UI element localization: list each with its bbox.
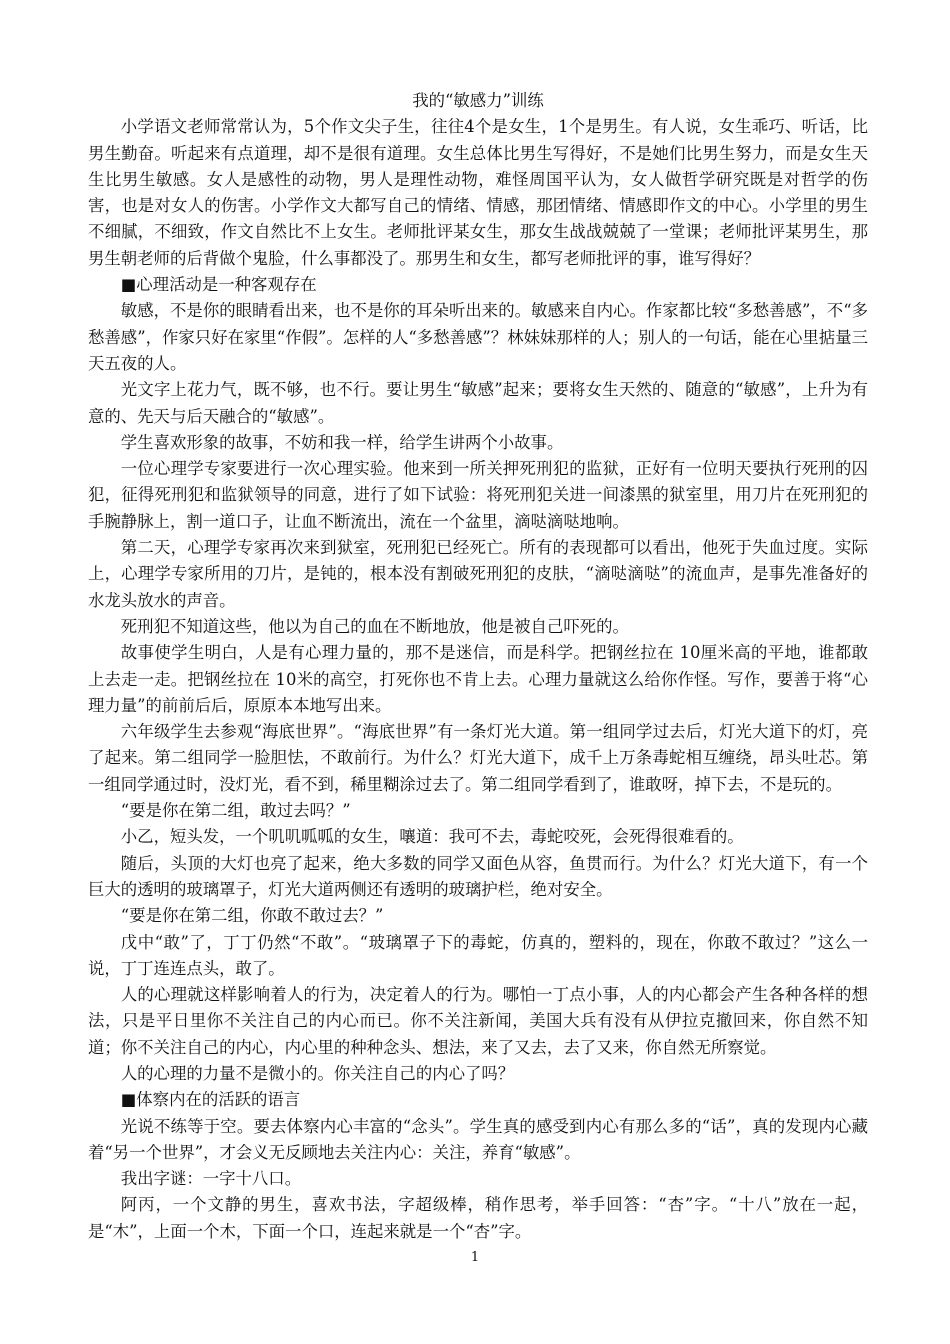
paragraph-6: 第二天，心理学专家再次来到狱室，死刑犯已经死亡。所有的表现都可以看出，他死于失血过度。实际上，心理学专家所用的刀片，是钝的，根本没有割破死刑犯的皮肤，“滴哒滴哒”的流血声，是事先准备好的水龙头放水的声音。: [88, 538, 868, 610]
paragraph-2: 敏感，不是你的眼睛看出来，也不是你的耳朵听出来的。敏感来自内心。作家都比较“多愁善感”，不“多愁善感”，作家只好在家里“作假”。怎样的人“多愁善感”？林妹妹那样的人；别人的一句话，能在心里掂量三天五夜的人。: [88, 301, 868, 373]
paragraph-8: 故事使学生明白，人是有心理力量的，那不是迷信，而是科学。把钢丝拉在 10厘米高的平地，谁都敢上去走一走。把钢丝拉在 10米的高空，打死你也不肯上去。心理力量就这么给你作怪。写作，要善于将“心理力量”的前前后后，原原本本地写出来。: [88, 643, 868, 715]
paragraph-9: 六年级学生去参观“海底世界”。“海底世界”有一条灯光大道。第一组同学过去后，灯光大道下的灯，亮了起来。第二组同学一脸胆怯，不敢前行。为什么？灯光大道下，成千上万条毒蛇相互缠绕，昂头吐芯。第一组同学通过时，没灯光，看不到，稀里糊涂过去了。第二组同学看到了，谁敢呀，掉下去，不是玩的。: [88, 722, 868, 794]
paragraph-5: 一位心理学专家要进行一次心理实验。他来到一所关押死刑犯的监狱，正好有一位明天要执行死刑的囚犯，征得死刑犯和监狱领导的同意，进行了如下试验：将死刑犯关进一间漆黑的狱室里，用刀片在死刑犯的手腕静脉上，割一道口子，让血不断流出，流在一个盆里，滴哒滴哒地响。: [88, 459, 868, 531]
document-title: 我的“敏感力”训练: [412, 91, 544, 110]
paragraph-1: 小学语文老师常常认为，5个作文尖子生，往往4个是女生，1个是男生。有人说，女生乖巧、听话，比男生勤奋。听起来有点道理，却不是很有道理。女生总体比男生写得好，不是她们比男生努力，而是女生天生比男生敏感。女人是感性的动物，男人是理性动物，难怪周国平认为，女人做哲学研究既是对哲学的伤害，也是对女人的伤害。小学作文大都写自己的情绪、情感，那团情绪、情感即作文的中心。小学里的男生不细腻，不细致，作文自然比不上女生。老师批评某女生，那女生战战兢兢了一堂课；老师批评某男生，那男生朝老师的后背做个鬼脸，什么事都没了。那男生和女生，都写老师批评的事，谁写得好？: [88, 117, 868, 268]
document-page: [88, 88, 868, 1245]
paragraph-18: 我出字谜：一字十八口。: [120, 1169, 302, 1189]
paragraph-13: “要是你在第二组，你敢不敢过去？”: [120, 906, 384, 926]
paragraph-17: 光说不练等于空。要去体察内心丰富的“念头”。学生真的感受到内心有那么多的“话”，真的发现内心藏着“另一个世界”，才会义无反顾地去关注内心：关注，养育“敏感”。: [88, 1116, 868, 1162]
paragraph-3: 光文字上花力气，既不够，也不行。要让男生“敏感”起来；要将女生天然的、随意的“敏感”，上升为有意的、先天与后天融合的“敏感”。: [88, 380, 868, 426]
paragraph-15: 人的心理就这样影响着人的行为，决定着人的行为。哪怕一丁点小事，人的内心都会产生各种各样的想法，只是平日里你不关注自己的内心而已。你不关注新闻，美国大兵有没有从伊拉克撤回来，你自然不知道；你不关注自己的内心，内心里的种种念头、想法，来了又去，去了又来，你自然无所察觉。: [88, 985, 868, 1057]
paragraph-4: 学生喜欢形象的故事，不妨和我一样，给学生讲两个小故事。: [120, 432, 564, 452]
paragraph-12: 随后，头顶的大灯也亮了起来，绝大多数的同学又面色从容，鱼贯而行。为什么？灯光大道下，有一个巨大的透明的玻璃罩子，灯光大道两侧还有透明的玻璃护栏，绝对安全。: [88, 853, 868, 899]
page-number: 1: [470, 1250, 480, 1265]
paragraph-10: “要是你在第二组，敢过去吗？”: [120, 801, 351, 821]
paragraph-19: 阿丙，一个文静的男生，喜欢书法，字超级棒，稍作思考，举手回答：“杏”字。“十八”放在一起，是“木”，上面一个木，下面一个口，连起来就是一个“杏”字。: [88, 1195, 868, 1241]
paragraph-16: 人的心理的力量不是微小的。你关注自己的内心了吗？: [120, 1063, 515, 1083]
paragraph-14: 戊中“敢”了，丁丁仍然“不敢”。“玻璃罩子下的毒蛇，仿真的，塑料的，现在，你敢不敢过？”这么一说，丁丁连连点头，敢了。: [88, 932, 868, 978]
section-heading-inner-language: ■体察内在的活跃的语言: [120, 1090, 301, 1110]
paragraph-11: 小乙，短头发，一个叽叽呱呱的女生，嚷道：我可不去，毒蛇咬死，会死得很难看的。: [120, 827, 744, 847]
paragraph-7: 死刑犯不知道这些，他以为自己的血在不断地放，他是被自己吓死的。: [120, 616, 629, 636]
section-heading-psychology: ■心理活动是一种客观存在: [120, 275, 317, 295]
